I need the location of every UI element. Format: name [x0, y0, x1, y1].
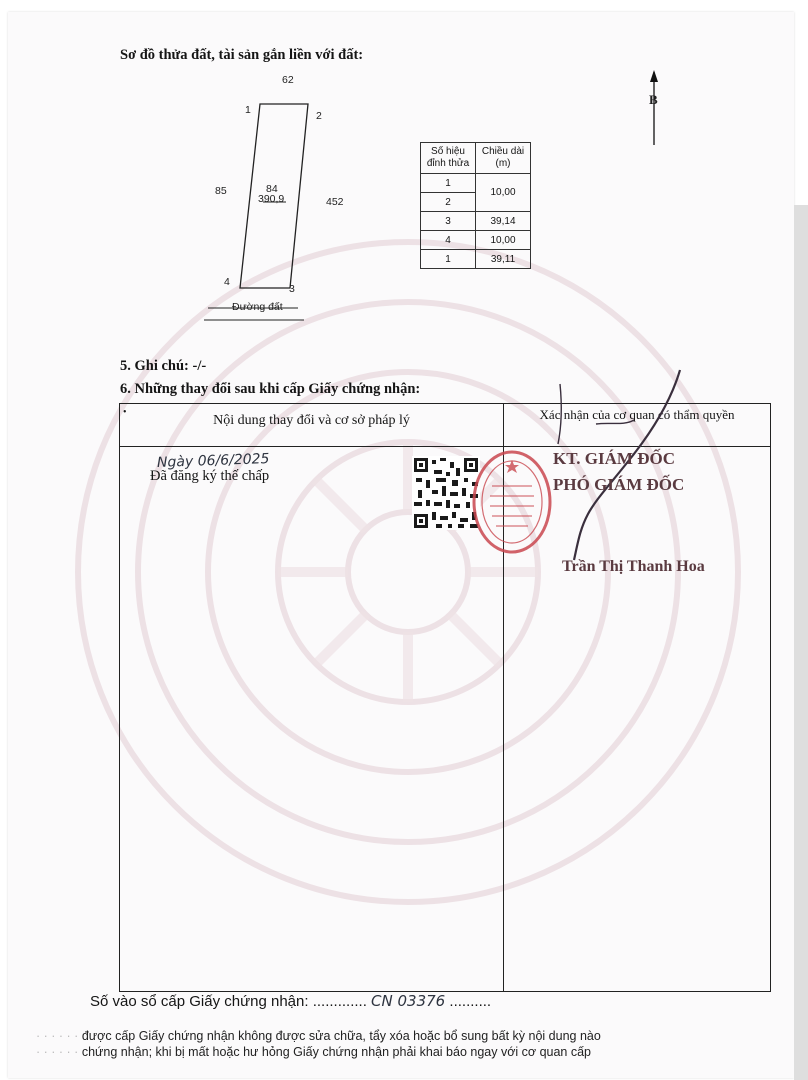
handwritten-date: Ngày 06/6/2025	[156, 451, 270, 471]
register-number: CN 03376	[371, 992, 446, 1010]
footer-fade: · · · · · ·	[36, 1029, 79, 1043]
length-cell: 10,00	[476, 231, 531, 250]
footer-text-1: được cấp Giấy chứng nhận không được sửa chữa, tẩy xóa hoặc bổ sung bất kỳ nội dung nào	[81, 1029, 601, 1043]
table-row	[421, 212, 531, 231]
vertex-cell: 1	[421, 250, 476, 269]
parcel-number: 84	[266, 183, 278, 195]
mortgage-entry: Đã đăng ký thế chấp	[150, 468, 270, 484]
left-neighbor-label: 85	[215, 185, 227, 197]
north-arrow-label: B	[649, 92, 658, 107]
corner-mark: •	[123, 407, 127, 418]
register-dots-right: ..........	[449, 993, 492, 1010]
vertex-column-header: Số hiệu đỉnh thửa	[421, 143, 476, 174]
top-neighbor-label: 62	[282, 74, 294, 86]
table-row	[421, 231, 531, 250]
changes-table	[119, 403, 771, 992]
right-neighbor-label: 452	[326, 196, 344, 208]
footer-line-2	[36, 1045, 591, 1059]
vertex-label: 4	[224, 276, 230, 288]
note-line: 5. Ghi chú: -/-	[120, 358, 207, 374]
content-column-header: Nội dung thay đổi và cơ sở pháp lý	[213, 413, 410, 428]
sign-title-line-1: KT. GIÁM ĐỐC	[553, 449, 675, 468]
parcel-drawing	[8, 12, 794, 342]
vertex-length-table	[420, 142, 531, 269]
road-label: Đường đất	[232, 301, 283, 313]
authority-column-header: Xác nhận của cơ quan có thẩm quyền	[539, 407, 735, 422]
length-cell: 39,11	[476, 250, 531, 269]
sign-title	[553, 446, 684, 498]
vertex-cell: 2	[421, 193, 476, 212]
footer-fade: · · · · · ·	[36, 1045, 79, 1059]
changes-title: 6. Những thay đổi sau khi cấp Giấy chứng nhận:	[120, 381, 421, 397]
vertex-cell: 4	[421, 231, 476, 250]
footer-line-1	[36, 1029, 601, 1043]
vertex-cell: 1	[421, 174, 476, 193]
section-title: Sơ đồ thửa đất, tài sản gắn liền với đất:	[120, 47, 364, 63]
footer-text-2: chứng nhận; khi bị mất hoặc hư hỏng Giấy chứng nhận phải khai báo ngay với cơ quan cấp	[81, 1045, 592, 1059]
sign-title-line-2: PHÓ GIÁM ĐỐC	[553, 475, 685, 494]
vertex-cell: 3	[421, 212, 476, 231]
vertex-label: 2	[316, 110, 322, 122]
certificate-page	[8, 12, 794, 1078]
register-line	[90, 992, 491, 1010]
signer-name: Trần Thị Thanh Hoa	[562, 558, 705, 575]
length-cell: 39,14	[476, 212, 531, 231]
register-dots-left: .............	[312, 993, 367, 1010]
table-row	[421, 250, 531, 269]
length-cell: 10,00	[476, 174, 531, 212]
length-column-header: Chiều dài (m)	[476, 143, 531, 174]
register-label: Số vào sổ cấp Giấy chứng nhận:	[90, 993, 309, 1010]
parcel-area: 390,9	[258, 193, 285, 205]
vertex-label: 3	[289, 283, 295, 295]
parcel-diagram	[8, 12, 794, 342]
page-edge-shadow	[794, 205, 808, 1080]
table-row	[421, 174, 531, 193]
vertex-label: 1	[245, 104, 251, 116]
